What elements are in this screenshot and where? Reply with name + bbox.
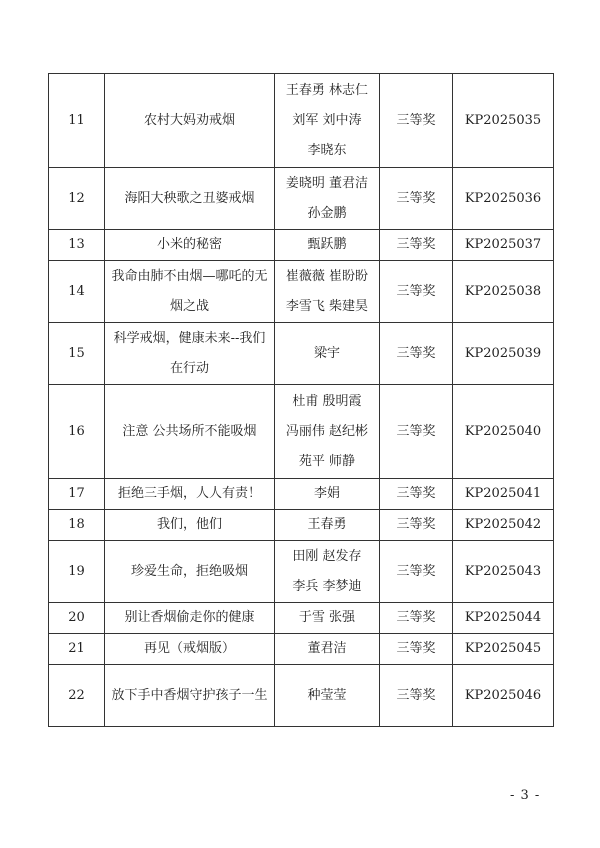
- work-title: 我命由肺不由烟—哪吒的无烟之战: [105, 261, 275, 323]
- authors-cell: [275, 230, 380, 261]
- table-row: [49, 479, 554, 510]
- award-code: KP2025038: [453, 261, 554, 323]
- row-number: 14: [49, 261, 105, 323]
- work-title: 海阳大秧歌之丑婆戒烟: [105, 168, 275, 230]
- award-code: KP2025045: [453, 634, 554, 665]
- award-code: KP2025043: [453, 541, 554, 603]
- award-level: 三等奖: [380, 74, 453, 168]
- table-row: [49, 510, 554, 541]
- table-row: [49, 385, 554, 479]
- author-line: 孙金鹏: [307, 205, 347, 221]
- award-level: 三等奖: [380, 603, 453, 634]
- work-title: 拒绝三手烟，人人有责！: [105, 479, 275, 510]
- award-level: 三等奖: [380, 510, 453, 541]
- author-line: 田刚 赵发存: [292, 548, 362, 564]
- author-line: 李晓东: [307, 142, 347, 158]
- row-number: 21: [49, 634, 105, 665]
- row-number: 15: [49, 323, 105, 385]
- work-title: 注意 公共场所不能吸烟: [105, 385, 275, 479]
- author-line: 李兵 李梦迪: [292, 578, 362, 594]
- authors-cell: [275, 74, 380, 168]
- table-row: [49, 230, 554, 261]
- award-code: KP2025039: [453, 323, 554, 385]
- authors-cell: [275, 385, 380, 479]
- award-code: KP2025046: [453, 665, 554, 727]
- row-number: 12: [49, 168, 105, 230]
- table-row: [49, 634, 554, 665]
- table-row: [49, 323, 554, 385]
- awards-table: [48, 73, 554, 727]
- table-row: [49, 603, 554, 634]
- author-line: 王春勇 林志仁: [285, 82, 369, 98]
- authors-cell: [275, 261, 380, 323]
- award-level: 三等奖: [380, 230, 453, 261]
- awards-table-body: [49, 74, 554, 727]
- award-code: KP2025036: [453, 168, 554, 230]
- authors-cell: [275, 323, 380, 385]
- authors-cell: [275, 634, 380, 665]
- authors-cell: [275, 510, 380, 541]
- author-line: 苑平 师静: [298, 453, 356, 469]
- author-line: 王春勇: [307, 517, 347, 532]
- authors-cell: [275, 603, 380, 634]
- award-level: 三等奖: [380, 479, 453, 510]
- table-row: [49, 261, 554, 323]
- row-number: 19: [49, 541, 105, 603]
- page-number: - 3 -: [510, 788, 541, 803]
- award-code: KP2025035: [453, 74, 554, 168]
- table-row: [49, 541, 554, 603]
- author-line: 崔薇薇 崔盼盼: [285, 268, 369, 284]
- row-number: 20: [49, 603, 105, 634]
- work-title: 科学戒烟，健康未来--我们在行动: [105, 323, 275, 385]
- author-line: 于雪 张强: [298, 610, 356, 625]
- award-code: KP2025037: [453, 230, 554, 261]
- author-line: 董君洁: [307, 641, 347, 656]
- award-level: 三等奖: [380, 168, 453, 230]
- work-title: 小米的秘密: [105, 230, 275, 261]
- table-row: [49, 168, 554, 230]
- author-line: 甄跃鹏: [307, 237, 347, 252]
- table-row: [49, 74, 554, 168]
- author-line: 姜晓明 董君洁: [285, 175, 369, 191]
- row-number: 17: [49, 479, 105, 510]
- author-line: 梁宇: [313, 345, 340, 361]
- row-number: 22: [49, 665, 105, 727]
- work-title: 别让香烟偷走你的健康: [105, 603, 275, 634]
- award-level: 三等奖: [380, 665, 453, 727]
- author-line: 杜甫 殷明霞: [292, 393, 362, 409]
- award-code: KP2025044: [453, 603, 554, 634]
- row-number: 13: [49, 230, 105, 261]
- award-level: 三等奖: [380, 385, 453, 479]
- authors-cell: [275, 479, 380, 510]
- author-line: 李雪飞 柴建昊: [285, 298, 369, 314]
- work-title: 我们，他们: [105, 510, 275, 541]
- row-number: 11: [49, 74, 105, 168]
- award-level: 三等奖: [380, 323, 453, 385]
- authors-cell: [275, 665, 380, 727]
- row-number: 18: [49, 510, 105, 541]
- work-title: 再见（戒烟版）: [105, 634, 275, 665]
- row-number: 16: [49, 385, 105, 479]
- author-line: 种莹莹: [307, 687, 347, 703]
- award-code: KP2025041: [453, 479, 554, 510]
- award-level: 三等奖: [380, 261, 453, 323]
- award-level: 三等奖: [380, 634, 453, 665]
- award-level: 三等奖: [380, 541, 453, 603]
- authors-cell: [275, 541, 380, 603]
- authors-cell: [275, 168, 380, 230]
- author-line: 李娟: [313, 486, 340, 501]
- author-line: 冯丽伟 赵纪彬: [285, 423, 369, 439]
- work-title: 放下手中香烟守护孩子一生: [105, 665, 275, 727]
- work-title: 农村大妈劝戒烟: [105, 74, 275, 168]
- award-code: KP2025042: [453, 510, 554, 541]
- author-line: 刘军 刘中涛: [292, 112, 362, 128]
- table-row: [49, 665, 554, 727]
- work-title: 珍爱生命，拒绝吸烟: [105, 541, 275, 603]
- award-code: KP2025040: [453, 385, 554, 479]
